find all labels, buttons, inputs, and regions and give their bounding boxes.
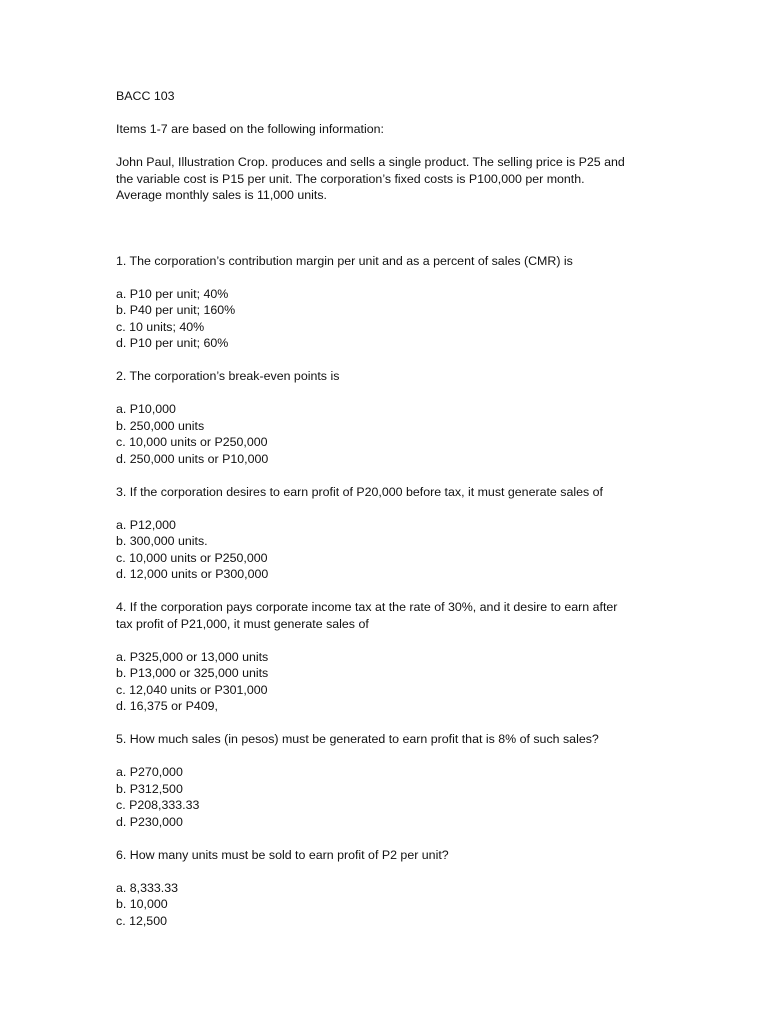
spacer [116, 138, 656, 155]
spacer [116, 204, 656, 253]
info-paragraph [116, 154, 656, 204]
options-list [116, 649, 656, 715]
option-d: d. 16,375 or P409, [116, 699, 218, 713]
question-1 [116, 253, 656, 352]
spacer [116, 863, 656, 880]
option-d: d. 250,000 units or P10,000 [116, 451, 269, 466]
info-line: John Paul, Illustration Crop. produces and sells a single product. The selling price is P25 and [116, 155, 625, 169]
option-b: b. P13,000 or 325,000 units [116, 666, 269, 680]
info-line: Average monthly sales is 11,000 units. [116, 188, 327, 202]
question-6 [116, 847, 656, 930]
info-line: the variable cost is P15 per unit. The corporation’s fixed costs is P100,000 per month. [116, 171, 585, 186]
question-text: 2. The corporation’s break-even points is [116, 369, 340, 383]
options-list [116, 764, 656, 830]
option-c: c. 12,500 [116, 913, 167, 928]
option-c: c. 12,040 units or P301,000 [116, 682, 268, 697]
question-4 [116, 599, 656, 715]
options-list [116, 880, 656, 930]
spacer [116, 748, 656, 765]
spacer [116, 269, 656, 286]
spacer [116, 830, 656, 847]
option-c: c. P208,333.33 [116, 798, 200, 812]
option-b: b. P40 per unit; 160% [116, 303, 236, 317]
intro-text: Items 1-7 are based on the following information: [116, 122, 384, 136]
option-a: a. P270,000 [116, 765, 183, 779]
option-a: a. P10 per unit; 40% [116, 286, 229, 301]
option-c: c. 10,000 units or P250,000 [116, 435, 268, 449]
question-5 [116, 731, 656, 830]
option-a: a. P10,000 [116, 402, 176, 416]
options-list [116, 517, 656, 583]
question-text: 3. If the corporation desires to earn profit of P20,000 before tax, it must generate sales of [116, 484, 603, 499]
spacer [116, 385, 656, 402]
option-b: b. 10,000 [116, 897, 168, 911]
question-text: 4. If the corporation pays corporate income tax at the rate of 30%, and it desire to earn after [116, 600, 618, 614]
spacer [116, 583, 656, 600]
option-d: d. P230,000 [116, 814, 183, 829]
question-3 [116, 484, 656, 583]
spacer [116, 500, 656, 517]
question-text: 6. How many units must be sold to earn profit of P2 per unit? [116, 847, 449, 862]
option-d: d. P10 per unit; 60% [116, 336, 229, 350]
spacer [116, 467, 656, 484]
option-c: c. 10,000 units or P250,000 [116, 550, 268, 565]
option-b: b. 300,000 units. [116, 534, 208, 548]
options-list [116, 286, 656, 352]
option-c: c. 10 units; 40% [116, 319, 205, 334]
option-d: d. 12,000 units or P300,000 [116, 567, 269, 581]
spacer [116, 715, 656, 732]
options-list [116, 401, 656, 467]
option-a: a. P325,000 or 13,000 units [116, 649, 269, 664]
spacer [116, 105, 656, 122]
question-text: 5. How much sales (in pesos) must be generated to earn profit that is 8% of such sales? [116, 732, 599, 746]
question-text: tax profit of P21,000, it must generate sales of [116, 616, 369, 631]
question-text: 1. The corporation’s contribution margin per unit and as a percent of sales (CMR) is [116, 253, 573, 268]
document-page [116, 88, 656, 929]
spacer [116, 352, 656, 369]
question-2 [116, 368, 656, 467]
spacer [116, 632, 656, 649]
course-code: BACC 103 [116, 89, 175, 103]
option-b: b. P312,500 [116, 781, 183, 796]
option-a: a. P12,000 [116, 517, 176, 532]
option-b: b. 250,000 units [116, 418, 205, 433]
option-a: a. 8,333.33 [116, 880, 179, 895]
